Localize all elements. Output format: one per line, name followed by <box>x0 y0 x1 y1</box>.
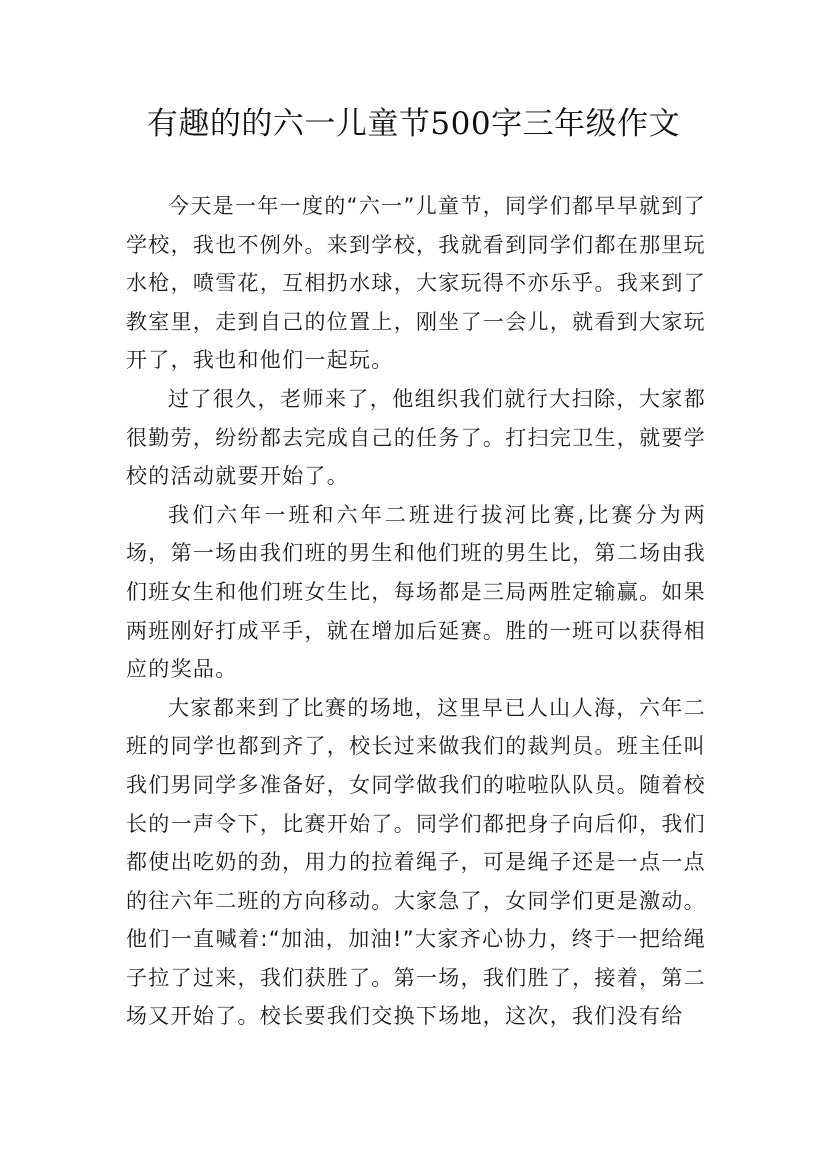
paragraph-4: 大家都来到了比赛的场地，这里早已人山人海，六年二班的同学也都到齐了，校长过来做我们的裁判员。班主任叫我们男同学多准备好，女同学做我们的啦啦队队员。随着校长的一声令下，比赛开始了。同学们都把身子向后仰，我们都使出吃奶的劲，用力的拉着绳子，可是绳子还是一点一点的往六年二班的方向移动。大家急了，女同学们更是激动。他们一直喊着:“加油，加油!”大家齐心协力，终于一把给绳子拉了过来，我们获胜了。第一场，我们胜了，接着，第二场又开始了。校长要我们交换下场地，这次，我们没有给 <box>126 695 706 1029</box>
document-title: 有趣的的六一儿童节500字三年级作文 <box>146 106 681 142</box>
document-body <box>126 187 706 1036</box>
paragraph-2: 过了很久，老师来了，他组织我们就行大扫除，大家都很勤劳，纷纷都去完成自己的任务了。打扫完卫生，就要学校的活动就要开始了。 <box>126 386 706 489</box>
paragraph-1: 今天是一年一度的“六一”儿童节，同学们都早早就到了学校，我也不例外。来到学校，我就看到同学们都在那里玩水枪，喷雪花，互相扔水球，大家玩得不亦乐乎。我来到了教室里，走到自己的位置上，刚坐了一会儿，就看到大家玩开了，我也和他们一起玩。 <box>126 194 706 373</box>
paragraph-3: 我们六年一班和六年二班进行拔河比赛,比赛分为两场，第一场由我们班的男生和他们班的男生比，第二场由我们班女生和他们班女生比，每场都是三局两胜定输赢。如果两班刚好打成平手，就在增加后延赛。胜的一班可以获得相应的奖品。 <box>126 502 706 682</box>
